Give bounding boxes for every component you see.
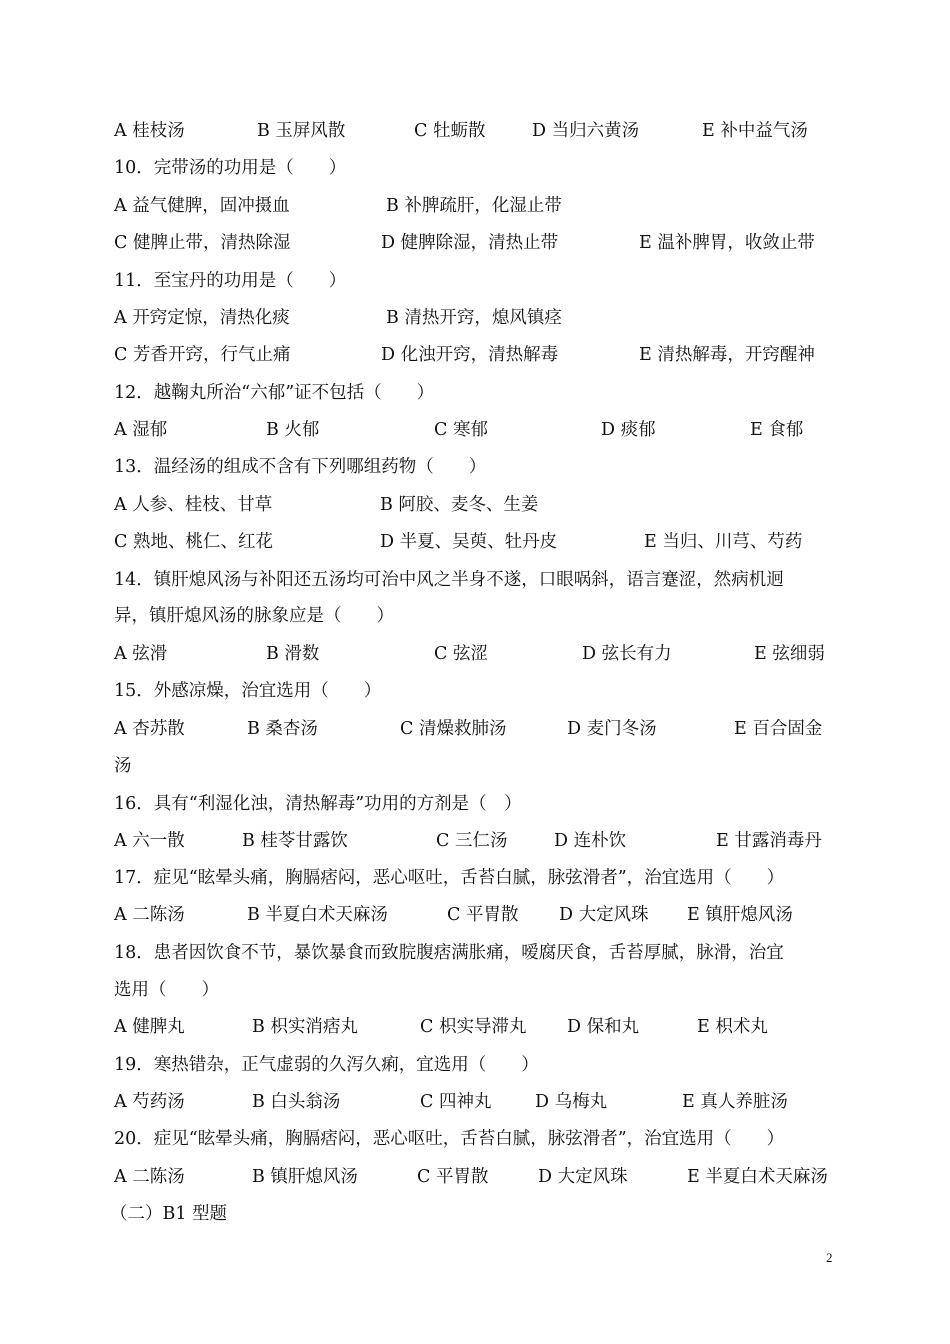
answer-option: E 补中益气汤 bbox=[702, 121, 808, 141]
answer-option: A 人参、桂枝、甘草 bbox=[114, 495, 273, 515]
answer-option: C 枳实导滞丸 bbox=[420, 1017, 527, 1037]
answer-option: A 益气健脾，固冲摄血 bbox=[114, 196, 290, 216]
answer-option: A 开窍定惊，清热化痰 bbox=[114, 308, 290, 328]
answer-option: C 三仁汤 bbox=[436, 831, 508, 851]
answer-option: B 火郁 bbox=[266, 420, 320, 440]
answer-option: A 健脾丸 bbox=[114, 1017, 185, 1037]
answer-option: C 健脾止带，清热除湿 bbox=[114, 233, 291, 253]
answer-option: C 熟地、桃仁、红花 bbox=[114, 532, 273, 552]
answer-option: A 弦滑 bbox=[114, 644, 168, 664]
answer-option: E 弦细弱 bbox=[754, 644, 825, 664]
answer-option: E 真人养脏汤 bbox=[682, 1092, 788, 1112]
answer-option: E 百合固金 bbox=[734, 719, 823, 739]
page-number: 2 bbox=[826, 1250, 833, 1265]
question-text: 15．外感凉燥，治宜选用（ ） bbox=[114, 681, 382, 701]
answer-option: D 弦长有力 bbox=[582, 644, 672, 664]
answer-option: C 清燥救肺汤 bbox=[400, 719, 507, 739]
answer-option: A 二陈汤 bbox=[114, 905, 185, 925]
answer-option: E 半夏白术天麻汤 bbox=[687, 1167, 828, 1187]
answer-option: E 甘露消毒丹 bbox=[716, 831, 822, 851]
answer-option: C 芳香开窍，行气止痛 bbox=[114, 345, 291, 365]
question-text: 14．镇肝熄风汤与补阳还五汤均可治中风之半身不遂，口眼㖞斜，语言蹇涩，然病机迥 bbox=[114, 570, 784, 590]
answer-option: D 半夏、吴萸、牡丹皮 bbox=[380, 532, 558, 552]
answer-option: E 当归、川芎、芍药 bbox=[644, 532, 803, 552]
answer-option: E 食郁 bbox=[750, 420, 804, 440]
question-text: 16．具有“利湿化浊，清热解毒”功用的方剂是（ ） bbox=[114, 794, 522, 814]
answer-option: C 牡蛎散 bbox=[414, 121, 486, 141]
answer-option: C 弦涩 bbox=[434, 644, 488, 664]
answer-option: E 镇肝熄风汤 bbox=[687, 905, 793, 925]
answer-option: D 保和丸 bbox=[567, 1017, 640, 1037]
question-text: 11．至宝丹的功用是（ ） bbox=[114, 271, 347, 291]
question-text: 20．症见“眩晕头痛，胸膈痞闷，恶心呕吐，舌苔白腻，脉弦滑者”，治宜选用（ ） bbox=[114, 1129, 785, 1149]
answer-option: D 麦门冬汤 bbox=[567, 719, 657, 739]
answer-option: B 玉屏风散 bbox=[257, 121, 346, 141]
answer-option: E 清热解毒，开窍醒神 bbox=[639, 345, 815, 365]
answer-option: E 温补脾胃，收敛止带 bbox=[639, 233, 815, 253]
answer-option: C 平胃散 bbox=[417, 1167, 489, 1187]
question-text: 异，镇肝熄风汤的脉象应是（ ） bbox=[114, 606, 394, 626]
answer-option: B 半夏白术天麻汤 bbox=[247, 905, 388, 925]
question-text: 10．完带汤的功用是（ ） bbox=[114, 158, 347, 178]
answer-option: A 六一散 bbox=[114, 831, 185, 851]
answer-option: A 二陈汤 bbox=[114, 1167, 185, 1187]
answer-option: D 大定风珠 bbox=[538, 1167, 628, 1187]
answer-option: D 化浊开窍，清热解毒 bbox=[381, 345, 559, 365]
answer-option: D 当归六黄汤 bbox=[532, 121, 640, 141]
answer-option: A 湿郁 bbox=[114, 420, 168, 440]
question-text: 选用（ ） bbox=[114, 980, 219, 1000]
answer-option: A 杏苏散 bbox=[114, 719, 185, 739]
question-text: 19．寒热错杂，正气虚弱的久泻久痢，宜选用（ ） bbox=[114, 1055, 539, 1075]
answer-option: B 桂苓甘露饮 bbox=[242, 831, 348, 851]
answer-option: C 平胃散 bbox=[447, 905, 519, 925]
answer-option: D 痰郁 bbox=[601, 420, 656, 440]
question-text: 17．症见“眩晕头痛，胸膈痞闷，恶心呕吐，舌苔白腻，脉弦滑者”，治宜选用（ ） bbox=[114, 868, 785, 888]
answer-option: B 镇肝熄风汤 bbox=[252, 1167, 358, 1187]
answer-option: B 白头翁汤 bbox=[252, 1092, 341, 1112]
answer-option: D 健脾除湿，清热止带 bbox=[381, 233, 559, 253]
question-text: 13．温经汤的组成不含有下列哪组药物（ ） bbox=[114, 457, 487, 477]
question-text: 汤 bbox=[114, 756, 132, 776]
answer-option: C 四神丸 bbox=[420, 1092, 492, 1112]
answer-option: B 枳实消痞丸 bbox=[252, 1017, 358, 1037]
section-heading: （二）B1 型题 bbox=[110, 1204, 228, 1224]
answer-option: D 连朴饮 bbox=[554, 831, 627, 851]
answer-option: E 枳术丸 bbox=[697, 1017, 768, 1037]
answer-option: D 乌梅丸 bbox=[535, 1092, 608, 1112]
answer-option: B 清热开窍，熄风镇痉 bbox=[386, 308, 562, 328]
answer-option: B 阿胶、麦冬、生姜 bbox=[380, 495, 539, 515]
question-text: 18．患者因饮食不节，暴饮暴食而致脘腹痞满胀痛，嗳腐厌食，舌苔厚腻，脉滑，治宜 bbox=[114, 943, 784, 963]
answer-option: B 补脾疏肝，化湿止带 bbox=[386, 196, 562, 216]
answer-option: B 桑杏汤 bbox=[247, 719, 318, 739]
answer-option: D 大定风珠 bbox=[559, 905, 649, 925]
question-text: 12．越鞠丸所治“六郁”证不包括（ ） bbox=[114, 383, 435, 403]
answer-option: A 芍药汤 bbox=[114, 1092, 185, 1112]
answer-option: A 桂枝汤 bbox=[114, 121, 185, 141]
answer-option: B 滑数 bbox=[266, 644, 320, 664]
answer-option: C 寒郁 bbox=[434, 420, 488, 440]
